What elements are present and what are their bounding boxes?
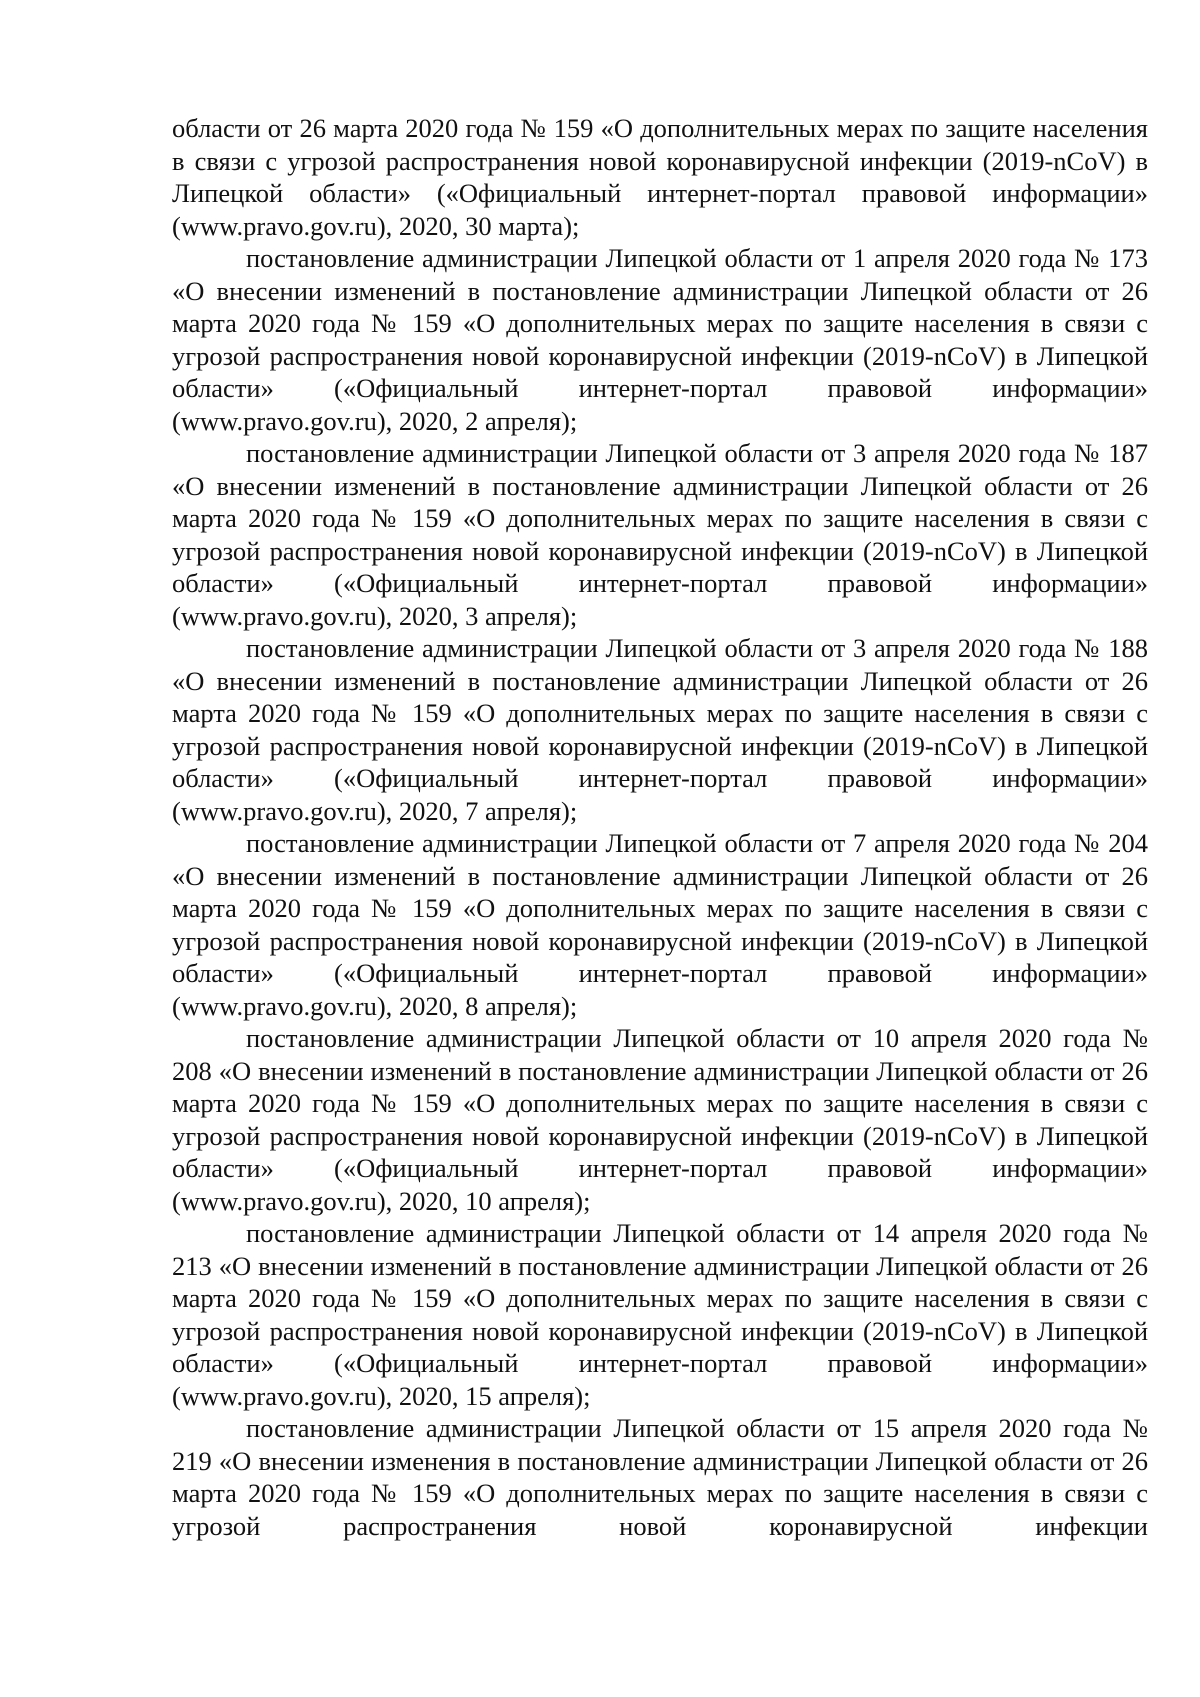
paragraph-resolution-204: постановление администрации Липецкой области от 7 апреля 2020 года № 204 «О внесении изменений в постановление администрации Липецкой области от 26 марта 2020 года № 159 «О дополнительных мерах по защите населения в связи с угрозой распространения новой коронавирусной инфекции (2019-nCoV) в Липецкой области» («Официальный интернет-портал правовой информации» (www.pravo.gov.ru), 2020, 8 апреля); xyxy=(172,828,1148,1021)
paragraph-resolution-187: постановление администрации Липецкой области от 3 апреля 2020 года № 187 «О внесении изменений в постановление администрации Липецкой области от 26 марта 2020 года № 159 «О дополнительных мерах по защите населения в связи с угрозой распространения новой коронавирусной инфекции (2019-nCoV) в Липецкой области» («Официальный интернет-портал правовой информации» (www.pravo.gov.ru), 2020, 3 апреля); xyxy=(172,438,1148,631)
paragraph-continuation: области от 26 марта 2020 года № 159 «О дополнительных мерах по защите населения в связи с угрозой распространения новой коронавирусной инфекции (2019-nCoV) в Липецкой области» («Официальный интернет-портал правовой информации» (www.pravo.gov.ru), 2020, 30 марта); xyxy=(172,113,1148,241)
paragraph-resolution-188: постановление администрации Липецкой области от 3 апреля 2020 года № 188 «О внесении изменений в постановление администрации Липецкой области от 26 марта 2020 года № 159 «О дополнительных мерах по защите населения в связи с угрозой распространения новой коронавирусной инфекции (2019-nCoV) в Липецкой области» («Официальный интернет-портал правовой информации» (www.pravo.gov.ru), 2020, 7 апреля); xyxy=(172,633,1148,826)
paragraph-resolution-173: постановление администрации Липецкой области от 1 апреля 2020 года № 173 «О внесении изменений в постановление администрации Липецкой области от 26 марта 2020 года № 159 «О дополнительных мерах по защите населения в связи с угрозой распространения новой коронавирусной инфекции (2019-nCoV) в Липецкой области» («Официальный интернет-портал правовой информации» (www.pravo.gov.ru), 2020, 2 апреля); xyxy=(172,243,1148,436)
paragraph-resolution-219: постановление администрации Липецкой области от 15 апреля 2020 года № 219 «О внесении изменения в постановление администрации Липецкой области от 26 марта 2020 года № 159 «О дополнительных мерах по защите населения в связи с угрозой распространения новой коронавирусной инфекции xyxy=(172,1413,1148,1541)
paragraph-resolution-213: постановление администрации Липецкой области от 14 апреля 2020 года № 213 «О внесении изменений в постановление администрации Липецкой области от 26 марта 2020 года № 159 «О дополнительных мерах по защите населения в связи с угрозой распространения новой коронавирусной инфекции (2019-nCoV) в Липецкой области» («Официальный интернет-портал правовой информации» (www.pravo.gov.ru), 2020, 15 апреля); xyxy=(172,1218,1148,1411)
paragraph-resolution-208: постановление администрации Липецкой области от 10 апреля 2020 года № 208 «О внесении изменений в постановление администрации Липецкой области от 26 марта 2020 года № 159 «О дополнительных мерах по защите населения в связи с угрозой распространения новой коронавирусной инфекции (2019-nCoV) в Липецкой области» («Официальный интернет-портал правовой информации» (www.pravo.gov.ru), 2020, 10 апреля); xyxy=(172,1023,1148,1216)
document-body xyxy=(172,112,1148,1542)
